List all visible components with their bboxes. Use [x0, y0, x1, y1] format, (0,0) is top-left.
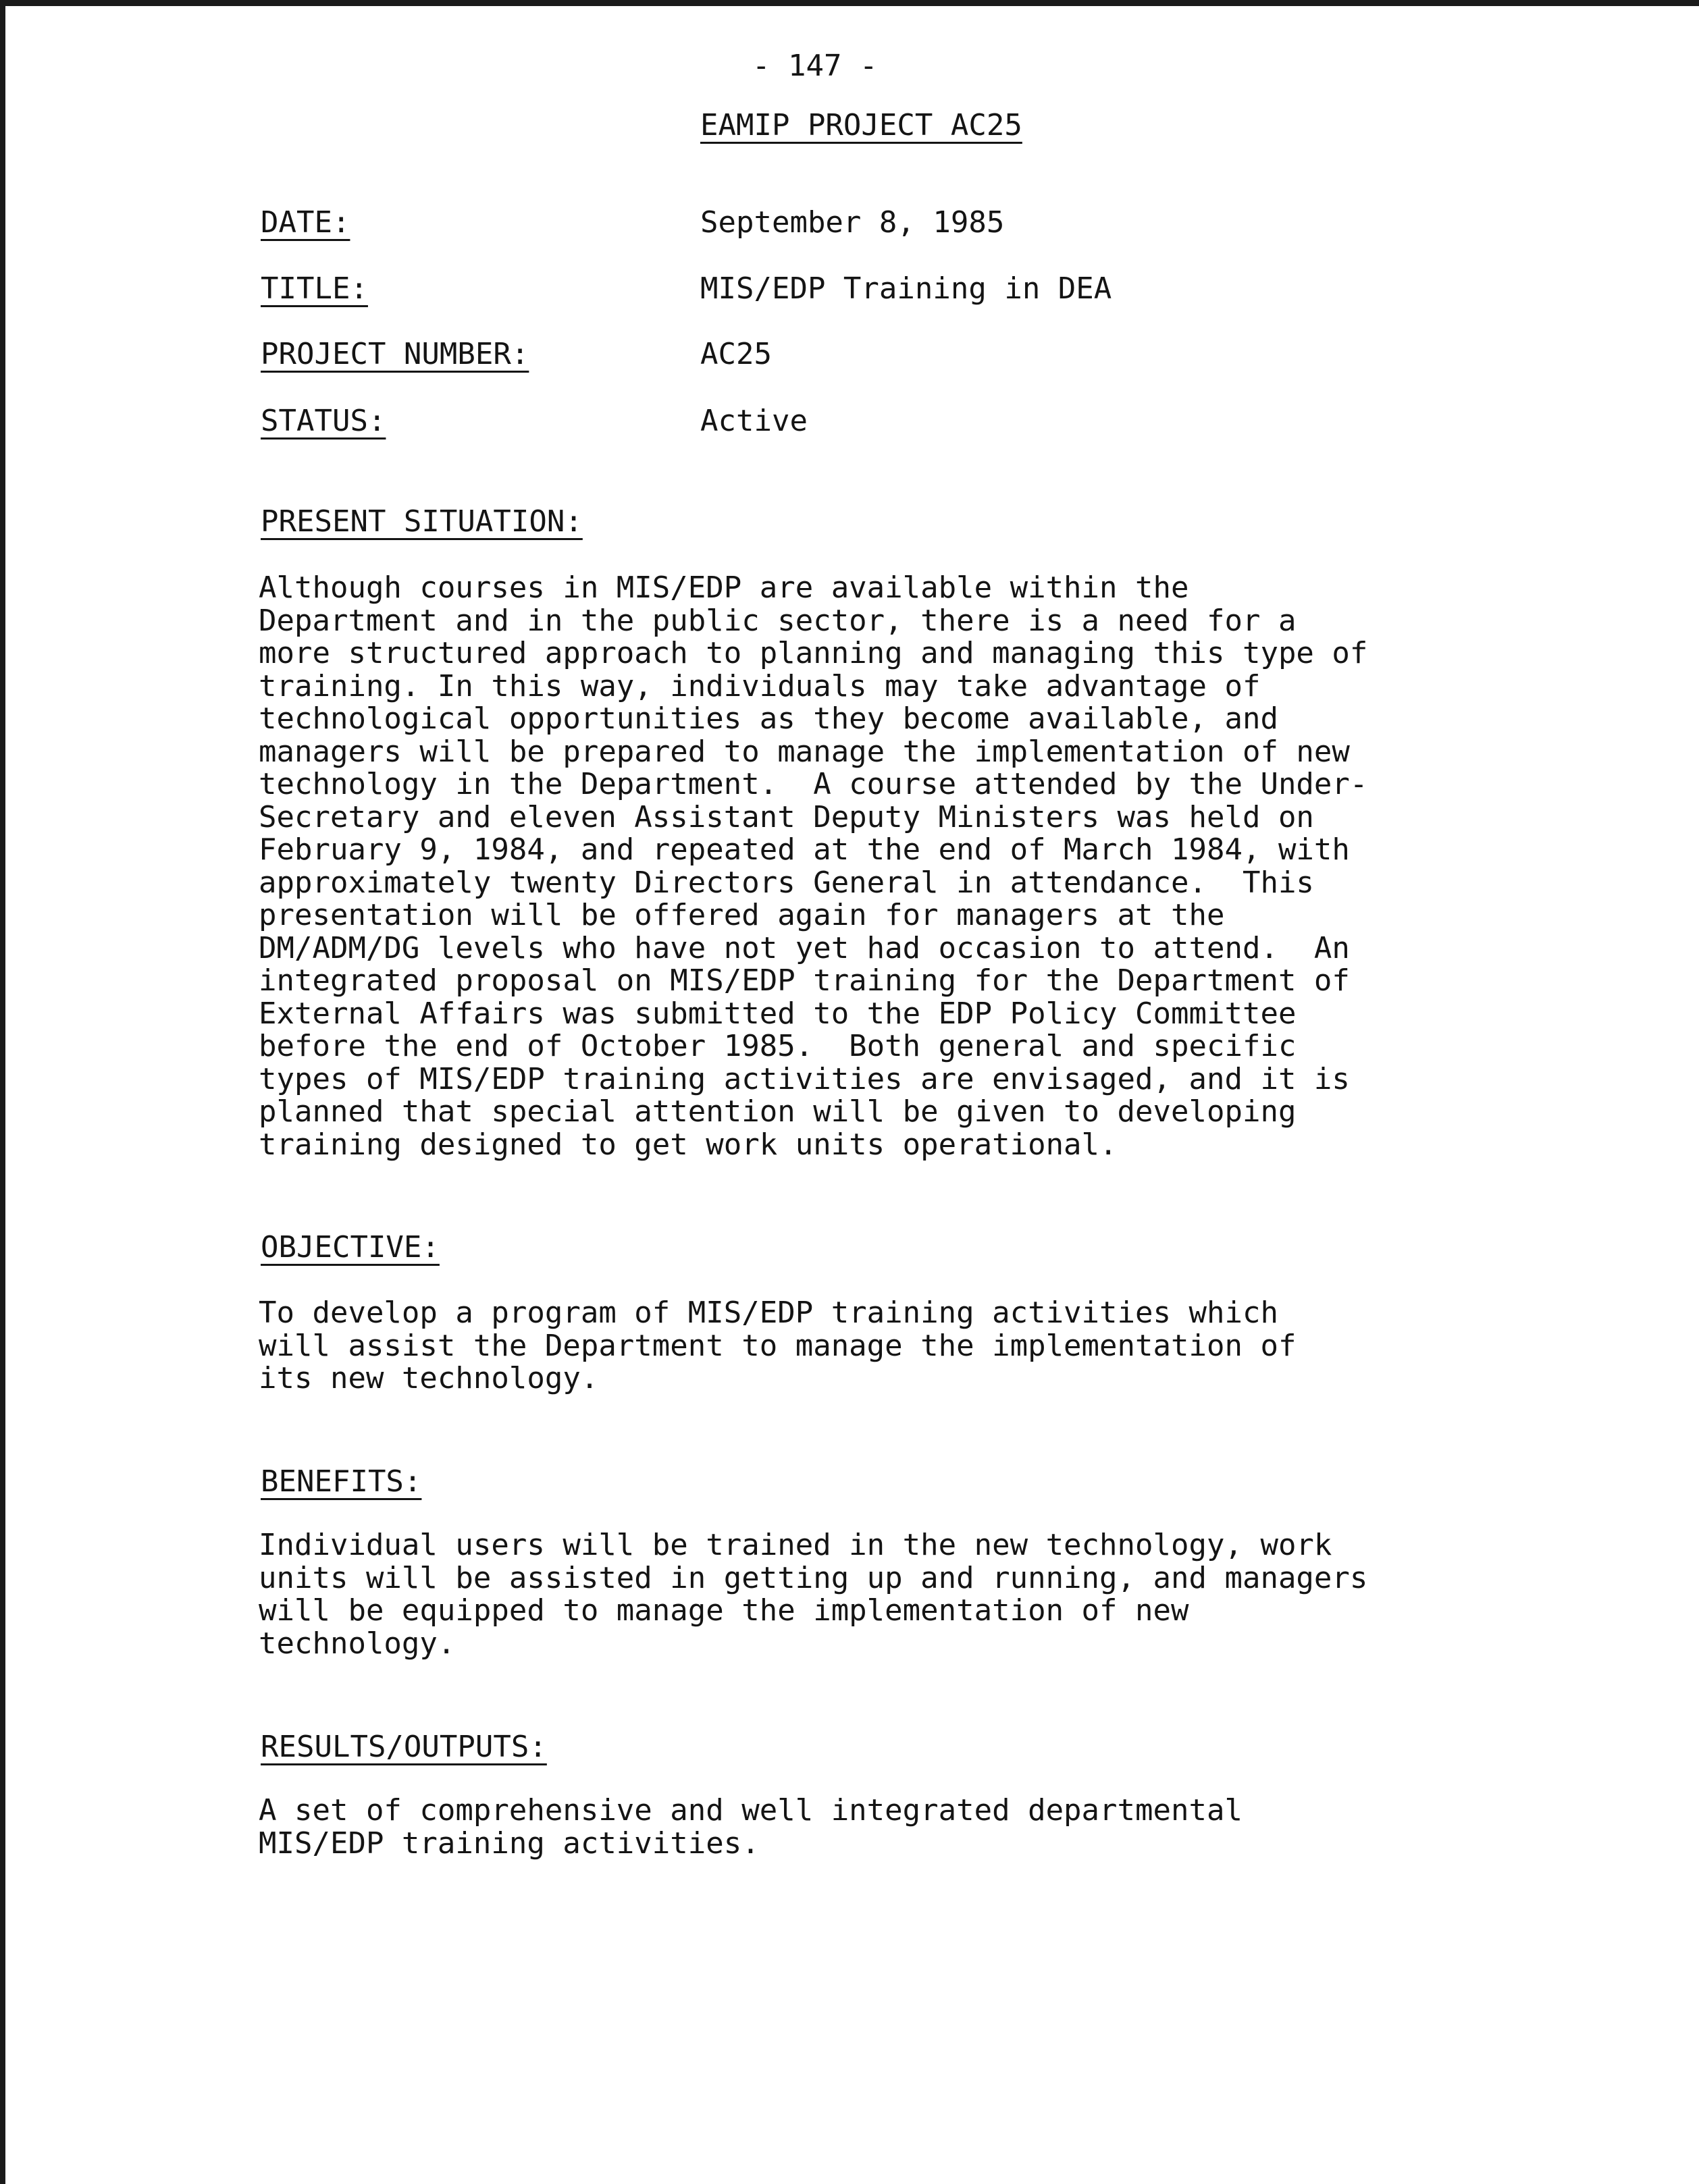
document-title: EAMIP PROJECT AC25	[700, 108, 1022, 142]
results-outputs-heading: RESULTS/OUTPUTS:	[261, 1730, 547, 1764]
objective-body: To develop a program of MIS/EDP training activities which will assist the Department to manage the implementation of its new technology.	[259, 1296, 1297, 1395]
date-label: DATE:	[261, 205, 350, 240]
date-value: September 8, 1985	[700, 205, 1005, 240]
page-left-edge	[0, 0, 5, 2184]
status-label: STATUS:	[261, 404, 386, 438]
status-value: Active	[700, 404, 808, 438]
project-number-label: PROJECT NUMBER:	[261, 337, 529, 371]
page-top-edge	[0, 0, 1699, 6]
present-situation-heading: PRESENT SITUATION:	[261, 504, 583, 539]
benefits-heading: BENEFITS:	[261, 1464, 422, 1499]
title-label: TITLE:	[261, 271, 368, 306]
title-value: MIS/EDP Training in DEA	[700, 271, 1112, 306]
objective-heading: OBJECTIVE:	[261, 1230, 440, 1264]
project-number-value: AC25	[700, 337, 772, 371]
page-number: - 147 -	[752, 49, 878, 83]
present-situation-body: Although courses in MIS/EDP are available within the Department and in the public sector, there is a need for a more structured approach to planning and managing this type of training. In this way, individuals may take advantage of technological opportunities as they become available, and managers will be prepared to manage the implementation of new technology in the Department. A course attended by the Under- Secretary and eleven Assistant Deputy Ministers was held on February 9, 1984, and repeated at the end of March 1984, with approximately twenty Directors General in attendance. This presentation will be offered again for managers at the DM/ADM/DG levels who have not yet had occasion to attend. An integrated proposal on MIS/EDP training for the Department of External Affairs was submitted to the EDP Policy Committee before the end of October 1985. Both general and specific types of MIS/EDP training activities are envisaged, and it is planned that special attention will be given to developing training designed to get work units operational.	[259, 570, 1368, 1162]
benefits-body: Individual users will be trained in the new technology, work units will be assisted in getting up and running, and managers will be equipped to manage the implementation of new technology.	[259, 1528, 1368, 1661]
results-outputs-body: A set of comprehensive and well integrated departmental MIS/EDP training activities.	[259, 1793, 1243, 1861]
